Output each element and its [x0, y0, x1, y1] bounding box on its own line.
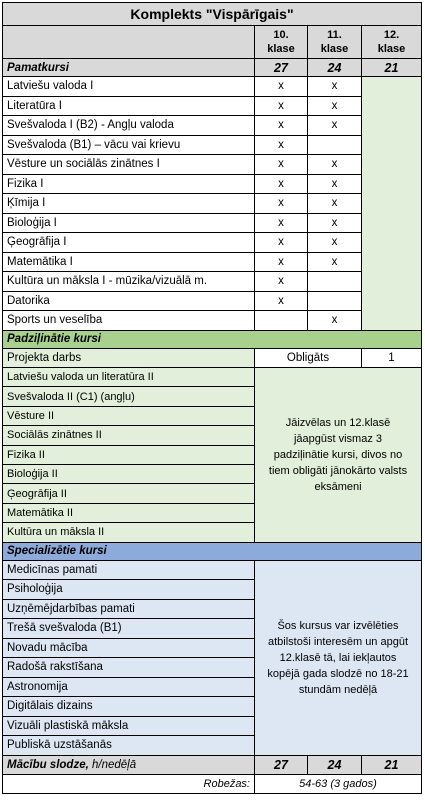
- grade-11-mark: x: [308, 213, 362, 233]
- basic-course-name: Kultūra un māksla I - mūzika/vizuālā m.: [3, 272, 255, 292]
- grade-10-mark: x: [255, 233, 308, 253]
- load-10: 27: [255, 755, 308, 774]
- grade-10-mark: x: [255, 135, 308, 155]
- load-row: [3, 755, 422, 774]
- grade-10-mark: x: [255, 252, 308, 272]
- advanced-course-name: Matemātika II: [3, 503, 255, 522]
- advanced-course-name: Svešvaloda II (C1) (angļu): [3, 387, 255, 406]
- curriculum-document: [2, 2, 421, 794]
- basic-section-header: [3, 59, 422, 77]
- project-grade-12: 1: [362, 348, 422, 368]
- title-row: [3, 3, 422, 26]
- advanced-course-name: Ģeogrāfija II: [3, 484, 255, 503]
- basic-course-name: Svešvaloda I (B2) - Angļu valoda: [3, 116, 255, 136]
- special-course-row: [3, 560, 422, 580]
- grade-11-mark: x: [308, 77, 362, 97]
- table-title: Komplekts "Vispārīgais": [3, 3, 422, 26]
- grade-header-row: [3, 26, 422, 59]
- grade-10-mark: x: [255, 272, 308, 292]
- grade-11-mark: x: [308, 174, 362, 194]
- special-course-name: Digitālais dizains: [3, 697, 255, 717]
- grade-10-header: 10. klase: [255, 26, 308, 59]
- basic-course-row: [3, 213, 422, 233]
- advanced-course-name: Fizika II: [3, 445, 255, 464]
- project-row: [3, 348, 422, 368]
- basic-course-row: [3, 291, 422, 311]
- basic-course-name: Ģeogrāfija I: [3, 233, 255, 253]
- limit-label: Robežas:: [3, 774, 255, 793]
- curriculum-table: [2, 2, 422, 794]
- special-course-name: Medicīnas pamati: [3, 560, 255, 580]
- basic-total-12: 21: [362, 59, 422, 77]
- special-course-name: Publiskā uzstāšanās: [3, 736, 255, 756]
- grade-11-mark: x: [308, 116, 362, 136]
- special-course-name: Uzņēmējdarbības pamati: [3, 599, 255, 619]
- basic-course-row: [3, 233, 422, 253]
- advanced-course-name: Latviešu valoda un literatūra II: [3, 368, 255, 387]
- grade-10-mark: x: [255, 155, 308, 175]
- grade-10-mark: [255, 311, 308, 331]
- advanced-note: Jāizvēlas un 12.klasē jāapgūst vismaz 3 padziļinātie kursi, divos no tiem obligāti jānokārto valsts eksāmeni: [255, 368, 422, 543]
- grade-11-mark: x: [308, 252, 362, 272]
- grade-11-mark: x: [308, 194, 362, 214]
- basic-course-row: [3, 194, 422, 214]
- basic-course-row: [3, 311, 422, 331]
- basic-course-row: [3, 252, 422, 272]
- special-course-name: Psiholoģija: [3, 580, 255, 600]
- basic-course-row: [3, 77, 422, 97]
- grade-11-mark: [308, 272, 362, 292]
- grade-10-mark: x: [255, 77, 308, 97]
- load-label: Mācību slodze, h/nedēļā: [3, 755, 255, 774]
- special-course-name: Astronomija: [3, 677, 255, 697]
- grade-10-mark: x: [255, 213, 308, 233]
- load-12: 21: [362, 755, 422, 774]
- grade-10-mark: x: [255, 194, 308, 214]
- grade-11-mark: x: [308, 155, 362, 175]
- advanced-course-name: Kultūra un māksla II: [3, 523, 255, 542]
- grade-12-header: 12. klase: [362, 26, 422, 59]
- grade-11-mark: x: [308, 233, 362, 253]
- grade-11-header: 11. klase: [308, 26, 362, 59]
- basic-course-name: Datorika: [3, 291, 255, 311]
- advanced-section-header: [3, 330, 422, 348]
- grade-10-mark: x: [255, 116, 308, 136]
- grade-11-mark: x: [308, 311, 362, 331]
- grade-10-mark: x: [255, 174, 308, 194]
- basic-course-name: Vēsture un sociālās zinātnes I: [3, 155, 255, 175]
- basic-course-name: Fizika I: [3, 174, 255, 194]
- special-course-name: Novadu mācība: [3, 638, 255, 658]
- grade-11-mark: [308, 135, 362, 155]
- special-section-label: Specializētie kursi: [3, 542, 422, 560]
- limit-value: 54-63 (3 gados): [255, 774, 422, 793]
- basic-course-name: Sports un veselība: [3, 311, 255, 331]
- project-name: Projekta darbs: [3, 348, 255, 368]
- basic-course-name: Svešvaloda (B1) – vācu vai krievu: [3, 135, 255, 155]
- basic-course-row: [3, 116, 422, 136]
- grade-10-mark: x: [255, 291, 308, 311]
- basic-course-row: [3, 155, 422, 175]
- load-11: 24: [308, 755, 362, 774]
- basic-course-name: Latviešu valoda I: [3, 77, 255, 97]
- basic-course-name: Matemātika I: [3, 252, 255, 272]
- basic-course-row: [3, 174, 422, 194]
- advanced-course-row: [3, 368, 422, 387]
- basic-course-row: [3, 135, 422, 155]
- basic-course-row: [3, 96, 422, 116]
- grade-11-mark: x: [308, 96, 362, 116]
- basic-total-11: 24: [308, 59, 362, 77]
- basic-section-label: Pamatkursi: [3, 59, 255, 77]
- special-note: Šos kursus var izvēlēties atbilstoši interesēm un apgūt 12.klasē tā, lai iekļautos kopējā gada slodzē no 18-21 stundām nedēļā: [255, 560, 422, 755]
- special-section-header: [3, 542, 422, 560]
- limit-row: [3, 774, 422, 793]
- grade-12-empty-block: [362, 77, 422, 331]
- special-course-name: Radošā rakstīšana: [3, 658, 255, 678]
- grade-10-mark: x: [255, 96, 308, 116]
- header-blank: [3, 26, 255, 59]
- basic-total-10: 27: [255, 59, 308, 77]
- advanced-course-name: Vēsture II: [3, 406, 255, 425]
- advanced-course-name: Bioloģija II: [3, 464, 255, 483]
- basic-course-row: [3, 272, 422, 292]
- special-course-name: Trešā svešvaloda (B1): [3, 619, 255, 639]
- basic-course-name: Bioloģija I: [3, 213, 255, 233]
- grade-11-mark: [308, 291, 362, 311]
- advanced-course-name: Sociālās zinātnes II: [3, 426, 255, 445]
- project-status: Obligāts: [255, 348, 362, 368]
- basic-course-name: Ķīmija I: [3, 194, 255, 214]
- basic-course-name: Literatūra I: [3, 96, 255, 116]
- special-course-name: Vizuāli plastiskā māksla: [3, 716, 255, 736]
- advanced-section-label: Padziļinātie kursi: [3, 330, 422, 348]
